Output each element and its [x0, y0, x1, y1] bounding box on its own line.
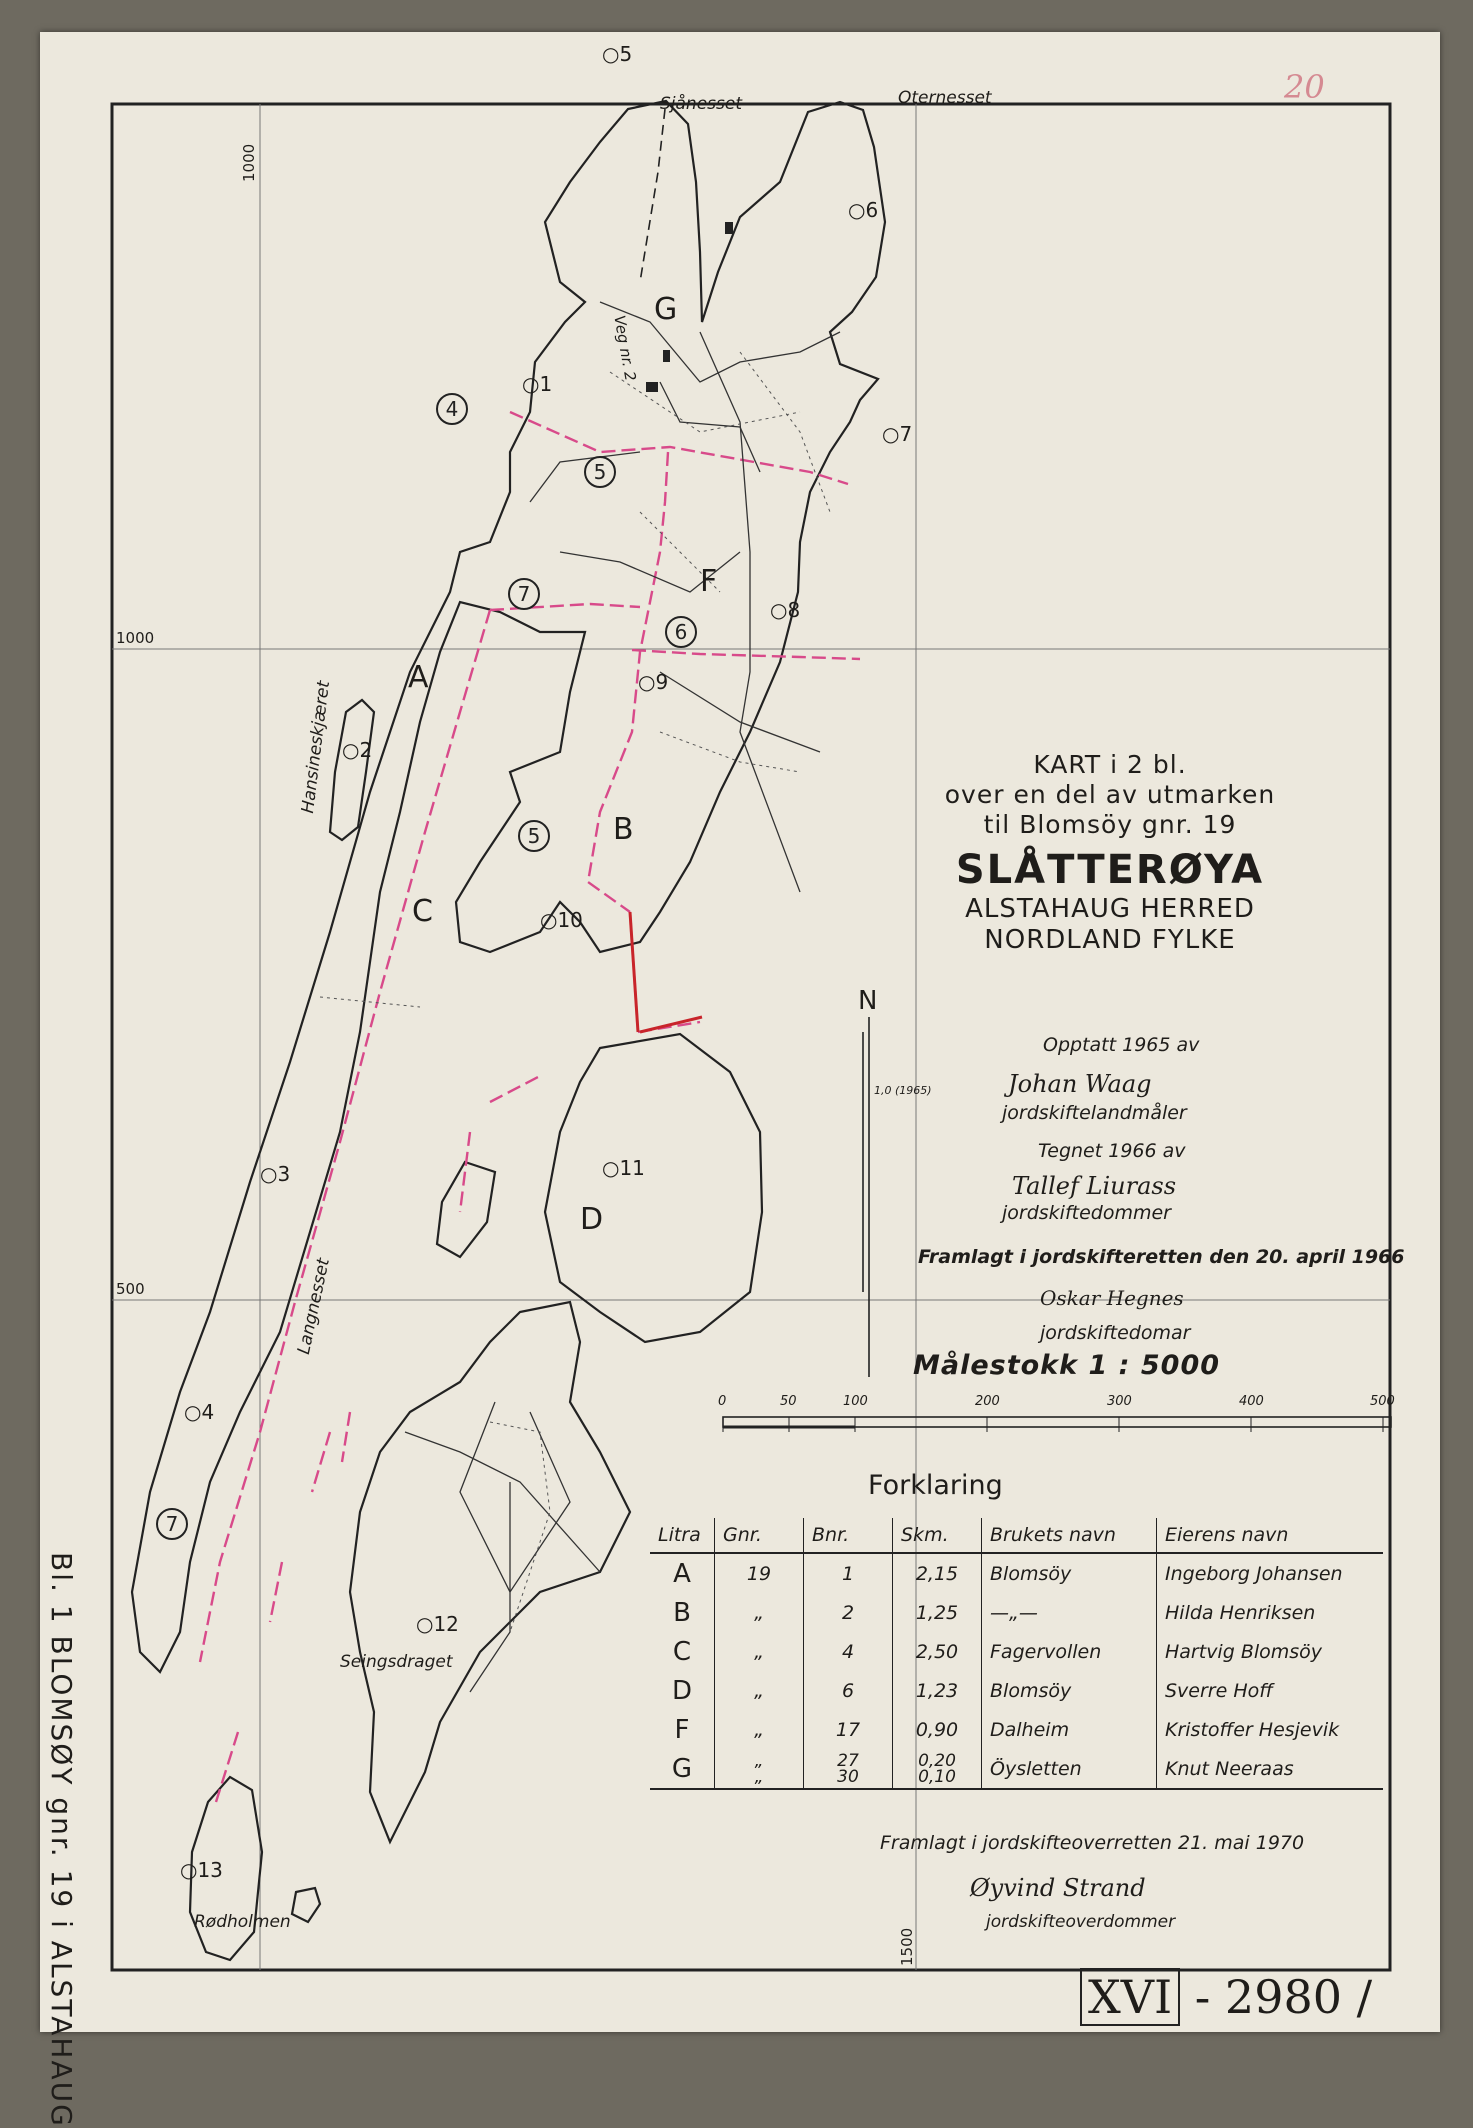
archive-mark: / [1356, 1970, 1373, 2024]
legend-skm: 0,90 [893, 1710, 982, 1749]
point-4: ○4 [184, 1400, 215, 1424]
legend-gnr: „ [715, 1593, 804, 1632]
scale-tick-100: 100 [843, 1394, 868, 1409]
grid-label-1000-top: 1000 [240, 143, 258, 182]
legend-litra: F [650, 1710, 715, 1749]
legend-skm: 2,50 [893, 1632, 982, 1671]
scale-tick-500: 500 [1370, 1394, 1395, 1409]
title-line-1: KART i 2 bl. [1033, 750, 1187, 779]
legend-skm-b: 0,10 [918, 1766, 956, 1787]
credit-framlagt-1: Framlagt i jordskifteretten den 20. april 1966 [918, 1246, 1405, 1268]
legend-bruk: Blomsöy [982, 1553, 1157, 1593]
signature-1: Johan Waag [1008, 1070, 1152, 1098]
grid-label-1000-left: 1000 [116, 629, 155, 647]
place-langnesset: Langnesset [294, 1256, 334, 1357]
point-3: ○3 [260, 1162, 291, 1186]
legend-skm-a: 0,20 [918, 1750, 956, 1771]
title-herred: ALSTAHAUG HERRED [965, 894, 1255, 924]
legend-skm: 1,23 [893, 1671, 982, 1710]
grid-label-1500: 1500 [898, 1927, 916, 1966]
circled-markers [157, 394, 696, 1539]
scale-label: Målestokk 1 : 5000 [913, 1350, 1221, 1381]
legend-bnr [804, 1749, 893, 1789]
parcel-a: A [408, 660, 429, 695]
legend-skm: 2,15 [893, 1553, 982, 1593]
pencil-note: 20 [1284, 68, 1325, 106]
credit-role-3: jordskiftedomar [1040, 1322, 1191, 1344]
title-block [870, 750, 1350, 956]
circled-label-2: 7 [517, 582, 531, 606]
legend-litra: B [650, 1593, 715, 1632]
legend-gnr: 19 [715, 1553, 804, 1593]
legend-bnr: 17 [804, 1710, 893, 1749]
legend-row [650, 1671, 1383, 1710]
legend-bnr-a: 27 [837, 1750, 859, 1771]
scale-tick-400: 400 [1239, 1394, 1264, 1409]
point-7: ○7 [882, 422, 913, 446]
archive-digits: - 2980 [1194, 1970, 1342, 2024]
legend-bnr-b: 30 [837, 1766, 859, 1787]
point-10: ○10 [540, 908, 583, 932]
credit-opptatt: Opptatt 1965 av [1043, 1034, 1200, 1056]
legend-eier: Hilda Henriksen [1165, 1601, 1316, 1624]
credit-role-1: jordskiftelandmåler [1002, 1102, 1187, 1124]
point-12: ○12 [416, 1612, 459, 1636]
scale-tick-0: 0 [718, 1394, 727, 1409]
place-veg: Veg nr. 2 [610, 314, 640, 383]
legend-bruk: —„— [982, 1593, 1157, 1632]
archive-prefix: XVI [1080, 1968, 1180, 2026]
signature-3: Oskar Hegnes [1040, 1286, 1184, 1310]
legend-eier: Ingeborg Johansen [1165, 1562, 1343, 1585]
legend-gnr [715, 1749, 804, 1789]
legend-litra: G [650, 1749, 715, 1789]
parcel-f: F [700, 564, 718, 599]
legend-skm [893, 1749, 982, 1789]
legend-table [650, 1518, 1383, 1790]
legend-bnr: 4 [804, 1632, 893, 1671]
legend-bruk: Fagervollen [982, 1632, 1157, 1671]
map-title: SLÅTTERØYA [955, 847, 1265, 893]
title-line-2: over en del av utmarken [944, 780, 1276, 809]
legend-header-litra: Litra [650, 1518, 715, 1553]
legend-gnr-a: „ [754, 1750, 764, 1771]
legend-litra: D [650, 1671, 715, 1710]
scale-tick-300: 300 [1107, 1394, 1132, 1409]
legend-gnr: „ [715, 1710, 804, 1749]
legend-row [650, 1593, 1383, 1632]
grid-label-500: 500 [116, 1280, 145, 1298]
legend-row [650, 1632, 1383, 1671]
point-6: ○6 [848, 198, 879, 222]
point-5-top: ○5 [602, 42, 633, 66]
legend-eier: Kristoffer Hesjevik [1165, 1718, 1340, 1741]
legend-gnr-b: „ [754, 1766, 764, 1787]
point-13: ○13 [180, 1858, 223, 1882]
point-9: ○9 [638, 670, 669, 694]
parcel-b: B [613, 812, 634, 847]
map-sheet [40, 32, 1440, 2128]
title-line-3: til Blomsöy gnr. 19 [983, 810, 1237, 839]
circled-label-5: 7 [165, 1512, 179, 1536]
place-sjanesset: Sjånesset [660, 94, 743, 114]
legend-row [650, 1553, 1383, 1593]
legend-row [650, 1710, 1383, 1749]
scale-tick-200: 200 [975, 1394, 1000, 1409]
credit-tegnet: Tegnet 1966 av [1038, 1140, 1186, 1162]
legend-header-row [650, 1518, 1383, 1553]
legend-litra: A [650, 1553, 715, 1593]
legend-header-eier: Eierens navn [1157, 1518, 1384, 1553]
north-label: N [858, 986, 878, 1016]
legend-header-skm: Skm. [893, 1518, 982, 1553]
legend-litra: C [650, 1632, 715, 1671]
legend-gnr: „ [715, 1671, 804, 1710]
title-fylke: NORDLAND FYLKE [984, 925, 1236, 956]
parcel-d: D [580, 1202, 604, 1237]
legend-eier: Hartvig Blomsöy [1165, 1640, 1323, 1663]
place-hansineskjaeret: Hansineskjæret [298, 679, 335, 815]
scale-tick-50: 50 [780, 1394, 797, 1409]
signature-2: Tallef Liurass [1012, 1172, 1177, 1200]
circled-label-0: 4 [445, 397, 459, 421]
point-11: ○11 [602, 1156, 645, 1180]
legend-row [650, 1749, 1383, 1789]
legend-header-bruk: Brukets navn [982, 1518, 1157, 1553]
point-1: ○1 [522, 372, 553, 396]
legend-bruk: Blomsöy [982, 1671, 1157, 1710]
credit-framlagt-2: Framlagt i jordskifteoverretten 21. mai 1970 [880, 1832, 1305, 1854]
legend-header-gnr: Gnr. [715, 1518, 804, 1553]
circled-label-1: 5 [593, 460, 607, 484]
legend-header-bnr: Bnr. [804, 1518, 893, 1553]
place-rodholmen: Rødholmen [194, 1912, 291, 1932]
legend-title: Forklaring [868, 1470, 1003, 1501]
legend-bnr: 1 [804, 1553, 893, 1593]
parcel-g: G [654, 292, 678, 327]
point-8: ○8 [770, 598, 801, 622]
legend-gnr: „ [715, 1632, 804, 1671]
credit-role-4: jordskifteoverdommer [986, 1912, 1176, 1932]
legend-bnr: 2 [804, 1593, 893, 1632]
place-oternesset: Oternesset [898, 88, 992, 108]
signature-4: Øyvind Strand [970, 1874, 1146, 1902]
north-note: 1,0 (1965) [874, 1084, 932, 1097]
legend-bruk: Öysletten [982, 1749, 1157, 1789]
legend-eier: Sverre Hoff [1165, 1679, 1273, 1702]
legend-bnr: 6 [804, 1671, 893, 1710]
circled-label-4: 5 [527, 824, 541, 848]
archive-number [1080, 1970, 1372, 2024]
legend-eier: Knut Neeraas [1157, 1749, 1384, 1789]
point-2: ○2 [342, 738, 373, 762]
credit-role-2: jordskiftedommer [1002, 1202, 1171, 1224]
circled-label-3: 6 [674, 620, 688, 644]
legend-bruk: Dalheim [982, 1710, 1157, 1749]
parcel-c: C [412, 894, 433, 929]
sheet-side-label: Bl. 1 BLOMSØY gnr. 19 i ALSTAHAUG [45, 1552, 78, 2128]
place-seingsdraget: Seingsdraget [340, 1652, 453, 1672]
legend-skm: 1,25 [893, 1593, 982, 1632]
